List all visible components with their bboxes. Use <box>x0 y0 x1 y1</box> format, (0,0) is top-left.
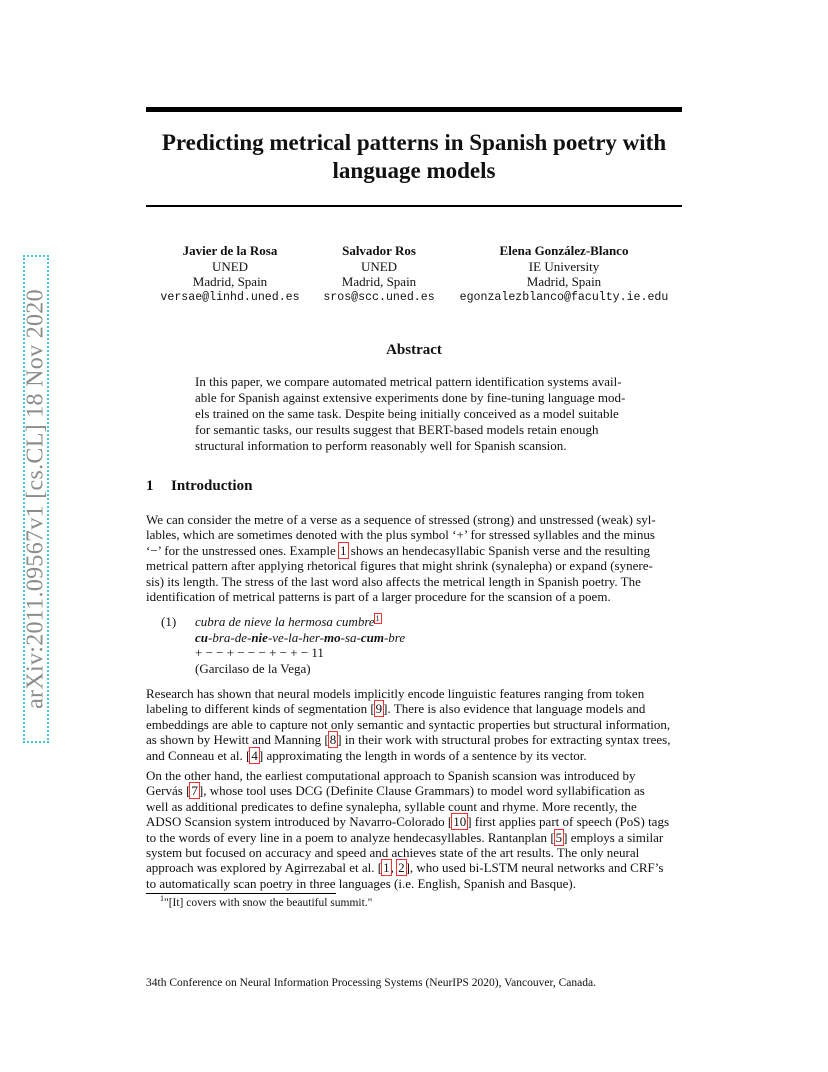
text-span: as shown by Hewitt and Manning <box>146 732 325 748</box>
author-2 <box>312 243 446 305</box>
text-span: shows an hendecasyllabic Spanish verse and the resulting <box>347 542 651 558</box>
text-line: We can consider the metre of a verse as a sequence of stressed (strong) and unstressed (weak) syl- <box>146 512 656 527</box>
text-line: On the other hand, the earliest computational approach to Spanish scansion was introduced by <box>146 768 636 783</box>
abstract-line: for semantic tasks, our results suggest that BERT-based models retain enough <box>195 422 599 437</box>
stressed-syllable: nie <box>251 629 268 645</box>
unstressed-syllables: -sa- <box>340 629 361 645</box>
text-line: Gervás [7], whose tool uses DCG (Definite Clause Grammars) to model word syllabification as <box>146 783 645 799</box>
author-email[interactable]: sros@scc.uned.es <box>323 290 435 304</box>
intro-paragraph-3 <box>146 768 683 891</box>
author-1 <box>150 243 310 305</box>
text-line: to the words of every line in a poem to analyze hendecasyllables. Rantanplan [5] employs a similar <box>146 829 664 845</box>
title-rule-top <box>146 107 682 112</box>
author-email[interactable]: versae@linhd.uned.es <box>160 290 300 304</box>
text-line: sis) its length. The stress of the last word also affects the metrical length in Spanish poetry. The <box>146 573 641 589</box>
text-span: first applies part of speech (PoS) tags <box>471 814 670 830</box>
text-line: well as additional predicates to define synalepha, syllable count and rhyme. More recently, the <box>146 798 637 814</box>
text-line <box>146 543 683 558</box>
text-span: employs a similar <box>567 829 664 845</box>
author-location: Madrid, Spain <box>192 274 268 289</box>
example-attribution: (Garcilaso de la Vega) <box>195 660 311 676</box>
abstract-body <box>195 374 635 454</box>
abstract-line: In this paper, we compare automated metrical pattern identification systems avail- <box>195 374 622 389</box>
author-name: Elena González-Blanco <box>499 243 629 258</box>
example-label: (1) <box>161 614 177 629</box>
text-line: approach was explored by Agirrezabal et al. [1, 2], who used bi-LSTM neural networks and CRF’s <box>146 860 664 876</box>
citation-link[interactable]: 5 <box>555 829 563 845</box>
footnote-rule <box>146 893 336 894</box>
text-span: . There is also evidence that language models and <box>387 701 646 717</box>
author-email[interactable]: egonzalezblanco@faculty.ie.edu <box>459 290 669 304</box>
citation-link[interactable]: 1 <box>383 860 390 876</box>
text-line: identification of metrical patterns is part of a larger procedure for the scansion of a poem. <box>146 589 611 605</box>
text-line: as shown by Hewitt and Manning [8] in their work with structural probes for extracting syntax trees, <box>146 732 671 748</box>
footnote <box>160 894 373 909</box>
author-location: Madrid, Spain <box>341 274 417 289</box>
stressed-syllable: cum <box>360 629 384 645</box>
text-line: ADSO Scansion system introduced by Navarro-Colorado [10] first applies part of speech (PoS) tags <box>146 814 670 830</box>
unstressed-syllables: -bre <box>383 629 406 645</box>
abstract-line: structural information to perform reasonably well for Spanish scansion. <box>195 438 567 453</box>
citation-link[interactable]: 9 <box>375 701 383 717</box>
text-span: Gervás <box>146 783 187 799</box>
unstressed-syllables: -ve-la-her- <box>267 629 324 645</box>
citation-link[interactable]: 4 <box>251 747 258 763</box>
title-line-2: language models <box>332 158 496 183</box>
paper-title <box>146 129 682 185</box>
abstract-line: els trained on the same task. Despite being initially conceived as a model suitable <box>195 406 619 421</box>
title-rule-bottom <box>146 205 682 207</box>
section-heading <box>146 478 252 495</box>
text-span: ‘−’ for the unstressed ones. Example <box>146 542 340 558</box>
citation-link[interactable]: 2 <box>398 860 405 876</box>
footnote-text: "[It] covers with snow the beautiful summit." <box>164 897 373 909</box>
author-3 <box>450 243 678 305</box>
author-name: Javier de la Rosa <box>182 243 278 258</box>
footnote-ref-link[interactable]: 1 <box>375 613 380 623</box>
text-line: labeling to different kinds of segmentation [9]. There is also evidence that language models and <box>146 701 646 717</box>
example-verse <box>195 614 405 630</box>
text-line: lables, which are sometimes denoted with the plus symbol ‘+’ for stressed syllables and the minus <box>146 527 655 543</box>
text-line: embeddings are able to capture not only semantic and syntactic properties but structural information, <box>146 716 671 732</box>
text-line: Research has shown that neural models implicitly encode linguistic features ranging from token <box>146 686 645 701</box>
intro-paragraph-1 <box>146 512 683 604</box>
text-line: to automatically scan poetry in three languages (i.e. English, Spanish and Basque). <box>146 875 576 891</box>
abstract-line: able for Spanish against extensive experiments done by fine-tuning language mod- <box>195 390 626 405</box>
text-span: , who used bi-LSTM neural networks and CRF’s <box>409 860 664 876</box>
text-line: and Conneau et al. [4] approximating the length in words of a sentence by its vector. <box>146 747 587 763</box>
text-span: approach was explored by Agirrezabal et al. <box>146 860 378 876</box>
section-number: 1 <box>146 478 154 494</box>
arxiv-stamp-text: arXiv:2011.09567v1 [cs.CL] 18 Nov 2020 <box>22 289 49 709</box>
text-span: approximating the length in words of a sentence by its vector. <box>263 747 587 763</box>
citation-link[interactable]: 10 <box>453 814 467 830</box>
example-ref-link[interactable]: 1 <box>340 542 347 558</box>
title-line-1: Predicting metrical patterns in Spanish poetry with <box>161 130 667 155</box>
arxiv-stamp[interactable] <box>23 255 49 743</box>
conference-note: 34th Conference on Neural Information Processing Systems (NeurIPS 2020), Vancouver, Canada. <box>146 977 596 989</box>
text-span: labeling to different kinds of segmentation <box>146 701 371 717</box>
text-line: metrical pattern after applying rhetorical figures that might shrink (synalepha) or expand (synere- <box>146 558 653 574</box>
footnote-mark: 1 <box>160 894 164 904</box>
author-affiliation: IE University <box>528 258 600 274</box>
text-span: and Conneau et al. <box>146 747 246 763</box>
unstressed-syllables: -bra-de- <box>208 629 252 645</box>
author-location: Madrid, Spain <box>526 274 602 289</box>
intro-paragraph-2 <box>146 686 683 763</box>
verse-text: cubra de nieve la hermosa cumbre <box>195 614 375 629</box>
text-span: in their work with structural probes for extracting syntax trees, <box>341 732 671 748</box>
citation-link[interactable]: 8 <box>329 732 337 748</box>
example-pattern: + − − + − − − + − + − 11 <box>195 645 324 660</box>
stressed-syllable: mo <box>324 629 341 645</box>
citation-link[interactable]: 7 <box>191 783 198 799</box>
author-affiliation: UNED <box>360 258 398 274</box>
text-span: ADSO Scansion system introduced by Navarro-Colorado <box>146 814 448 830</box>
author-name: Salvador Ros <box>342 243 416 258</box>
text-span: to the words of every line in a poem to analyze hendecasyllables. Rantanplan <box>146 829 551 845</box>
example-syllables <box>195 630 405 646</box>
stressed-syllable: cu <box>195 629 208 645</box>
text-line: system but focused on accuracy and speed and achieves state of the art results. The only neural <box>146 845 640 861</box>
text-span: , whose tool uses DCG (Definite Clause Grammars) to model word syllabification as <box>203 783 645 799</box>
abstract-heading: Abstract <box>386 342 442 358</box>
section-title: Introduction <box>171 478 253 494</box>
author-affiliation: UNED <box>211 258 249 274</box>
